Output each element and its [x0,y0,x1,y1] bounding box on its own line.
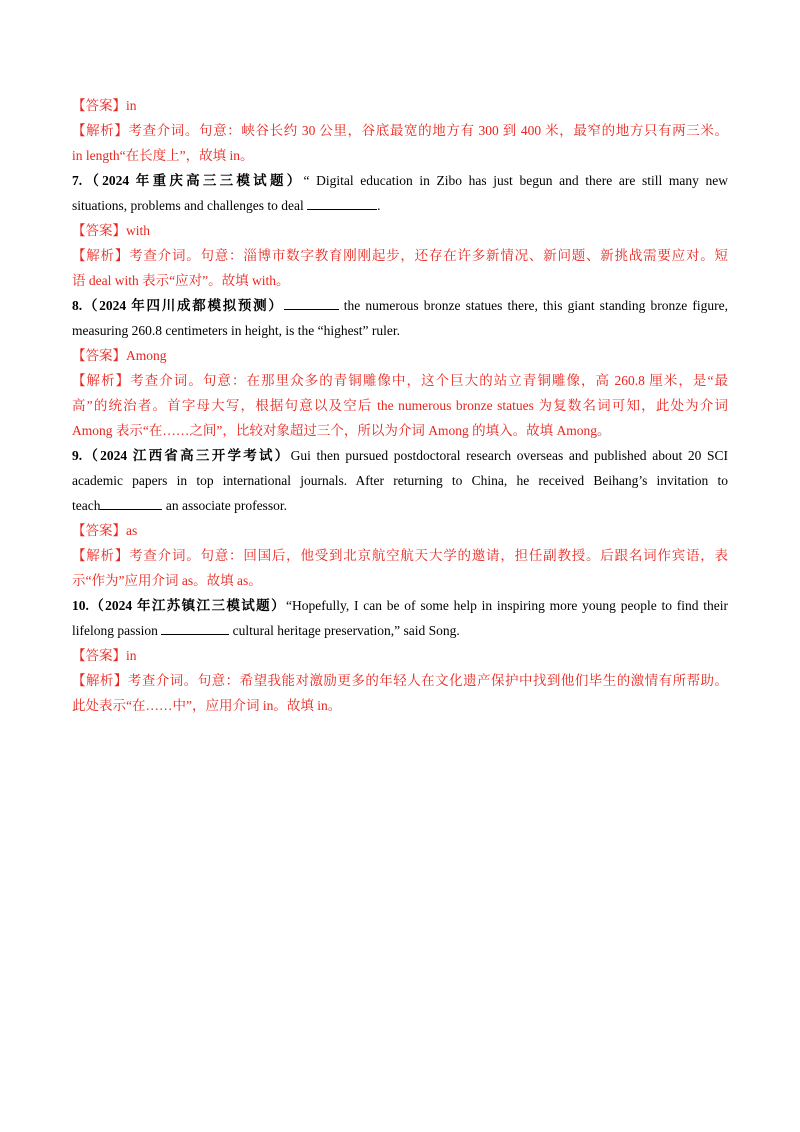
question-text: academic papers in top international journals. After returning to China, he received Beihang’s invitation to [72,473,728,488]
question-text: . [377,198,381,213]
analysis-line: 此处表示“在……中”，应用介词 in。故填 in。 [72,698,342,713]
answer-blank [284,295,339,310]
analysis-line: 【解析】考查介词。句意：峡谷长约 30 公里，谷底最宽的地方有 300 到 400 米，最窄的地方只有两三米。 [72,123,728,138]
analysis-line: 示“作为”应用介词 as。故填 as。 [72,573,262,588]
question-text: “Hopefully, I can be of some help in inspiring more young people to find their [285,598,729,613]
question-text: lifelong passion [72,623,158,638]
analysis-line: 高”的统治者。首字母大写，根据句意以及空后 the numerous bronze statues 为复数名词可知，此处为介词 [72,398,728,413]
answer-line: 【答案】in [72,648,137,663]
question-text: situations, problems and challenges to deal [72,198,304,213]
question-text: teach [72,498,101,513]
analysis-line: 【解析】考查介词。句意：在那里众多的青铜雕像中，这个巨大的站立青铜雕像，高 260.8 厘米，是“最 [72,373,728,388]
question-text: measuring 260.8 centimeters in height, is the “highest” ruler. [72,323,401,338]
question-source: 10.（2024 年江苏镇江三模试题） [72,598,286,613]
analysis-line: 【解析】考查介词。句意：淄博市数字教育刚刚起步，还存在许多新情况、新问题、新挑战需要应对。短 [72,248,728,263]
question-10-line-1 [72,593,728,618]
answer-blank [100,495,162,510]
answer-line: 【答案】with [72,223,151,238]
answer-blank [307,195,377,210]
analysis-line: 【解析】考查介词。句意：回国后，他受到北京航空航天大学的邀请，担任副教授。后跟名词作宾语，表 [72,548,728,563]
analysis-line: 【解析】考查介词。句意：希望我能对激励更多的年轻人在文化遗产保护中找到他们毕生的激情有所帮助。 [72,673,728,688]
question-source: 8.（2024 年四川成都模拟预测） [72,298,284,313]
answer-blank [161,620,229,635]
question-10-line-2 [72,618,728,643]
question-text: cultural heritage preservation,” said Song. [232,623,460,638]
question-source: 7.（2024 年重庆高三三模试题） [72,173,304,188]
analysis-line: in length“在长度上”，故填 in。 [72,148,254,163]
question-7-line-2 [72,193,728,218]
question-9-line-1 [72,443,728,468]
page-content [72,93,728,718]
analysis-line: Among 表示“在……之间”，比较对象超过三个，所以为介词 Among 的填入。故填 Among。 [72,423,611,438]
answer-line: 【答案】Among [72,348,167,363]
question-7-line-1 [72,168,728,193]
question-8-line-1 [72,293,728,318]
question-text: the numerous bronze statues there, this giant standing bronze figure, [343,298,729,313]
question-source: 9.（2024 江西省高三开学考试） [72,448,291,463]
analysis-line: 语 deal with 表示“应对”。故填 with。 [72,273,290,288]
answer-line: 【答案】in [72,98,137,113]
question-text: Gui then pursued postdoctoral research overseas and published about 20 SCI [290,448,729,463]
question-text: an associate professor. [162,498,287,513]
answer-line: 【答案】as [72,523,138,538]
question-9-line-3 [72,493,728,518]
question-text: “ Digital education in Zibo has just begun and there are still many new [303,173,728,188]
